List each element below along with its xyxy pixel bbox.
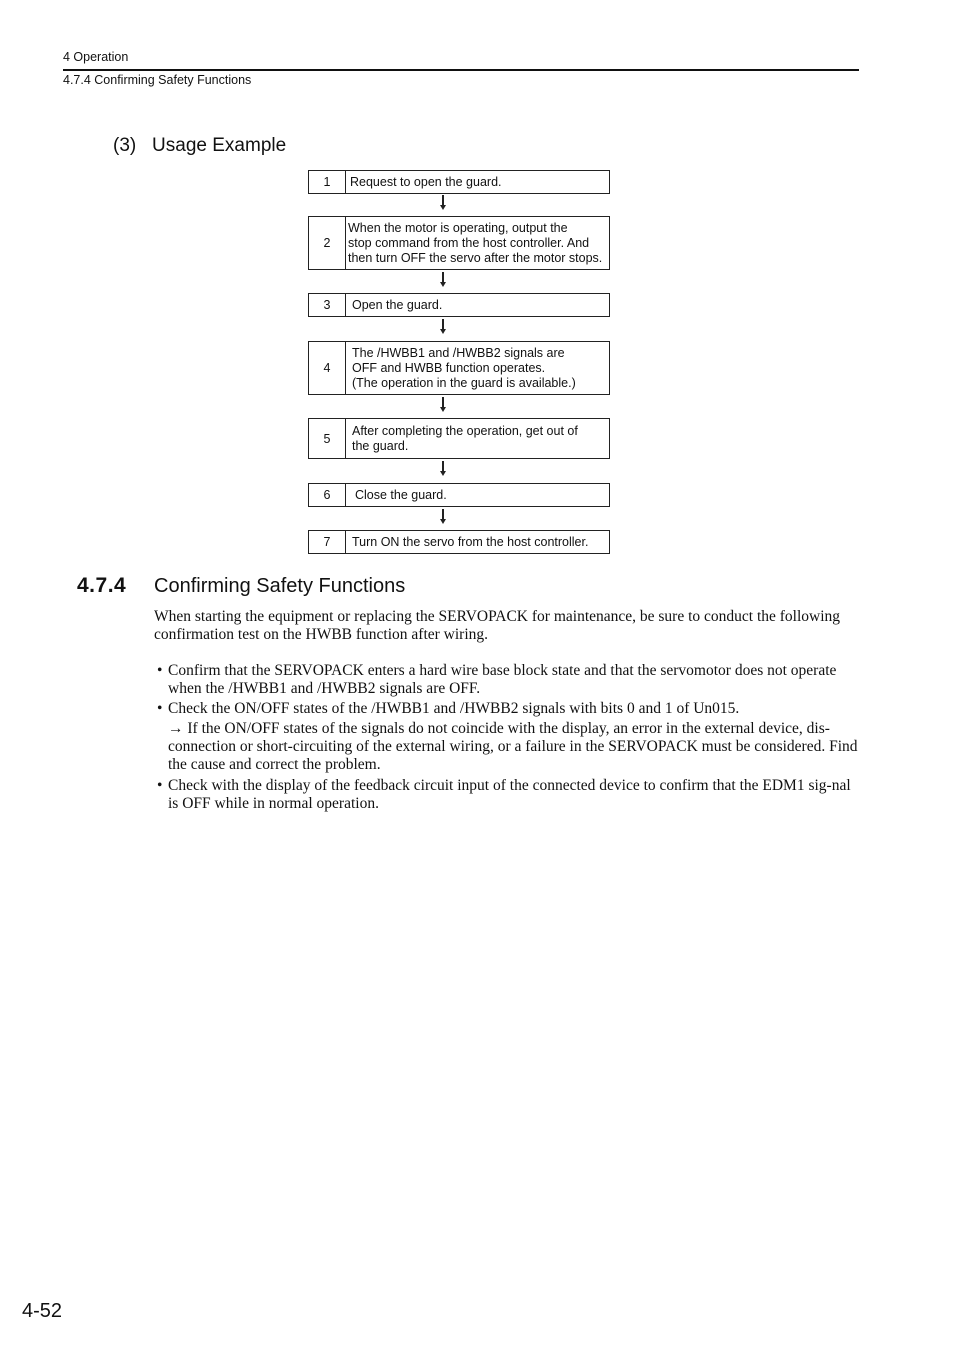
page-number: 4-52 — [22, 1300, 63, 1322]
header-section: 4.7.4 Confirming Safety Functions — [63, 73, 252, 87]
flow-step-number: 6 — [309, 484, 346, 506]
flow-step-text: The /HWBB1 and /HWBB2 signals are OFF and HWBB function operates. (The operation in the guard is available.) — [352, 345, 576, 390]
flow-step-number: 3 — [309, 294, 346, 316]
flow-step-number: 5 — [309, 419, 346, 458]
list-item-text: Confirm that the SERVOPACK enters a hard wire base block state and that the servomotor does not operate when the /HWBB1 and /HWBB2 signals are OFF. — [168, 662, 837, 697]
flow-step-number: 2 — [309, 217, 346, 269]
flow-step-3 — [308, 293, 610, 317]
flow-step-text: Close the guard. — [355, 487, 447, 502]
usage-example-heading: (3) Usage Example — [113, 135, 287, 156]
section-title: Confirming Safety Functions — [154, 575, 406, 597]
flow-step-7 — [308, 530, 610, 554]
bullet-marker: • — [157, 777, 163, 794]
flow-step-1 — [308, 170, 610, 194]
flow-step-text: Request to open the guard. — [350, 174, 502, 189]
flow-step-text: After completing the operation, get out of the guard. — [352, 423, 578, 453]
list-item — [154, 777, 860, 813]
list-item-text: Check with the display of the feedback circuit input of the connected device to confirm that the EDM1 sig-nal is OFF while in normal operation. — [168, 777, 851, 812]
flow-step-text: When the motor is operating, output the stop command from the host controller. And then turn OFF the servo after the motor stops. — [348, 220, 603, 265]
list-item-note: → If the ON/OFF states of the signals do not coincide with the display, an error in the external device, dis-connection or short-circuiting of the external wiring, or a failure in the SERVOPACK must be considered. Find the cause and correct the problem. — [168, 720, 858, 773]
list-item — [154, 662, 860, 698]
section-number: 4.7.4 — [77, 574, 127, 597]
flow-step-6 — [308, 483, 610, 507]
flow-step-text: Open the guard. — [352, 297, 443, 312]
flow-step-number: 1 — [309, 171, 346, 193]
bullet-marker: • — [157, 662, 163, 679]
confirmation-list — [154, 662, 860, 815]
flow-step-text: Turn ON the servo from the host controller. — [352, 534, 589, 549]
header-chapter: 4 Operation — [63, 50, 129, 64]
list-item — [154, 700, 860, 718]
header-rule — [63, 69, 859, 71]
flow-step-number: 4 — [309, 342, 346, 394]
bullet-marker: • — [157, 700, 163, 717]
flow-step-5 — [308, 418, 610, 459]
section-intro: When starting the equipment or replacing the SERVOPACK for maintenance, be sure to conduct the following confirmation test on the HWBB function after wiring. — [154, 608, 841, 643]
flow-step-4 — [308, 341, 610, 395]
flow-step-2 — [308, 216, 610, 270]
flow-step-number: 7 — [309, 531, 346, 553]
list-item-text: Check the ON/OFF states of the /HWBB1 and /HWBB2 signals with bits 0 and 1 of Un015. — [168, 700, 740, 717]
